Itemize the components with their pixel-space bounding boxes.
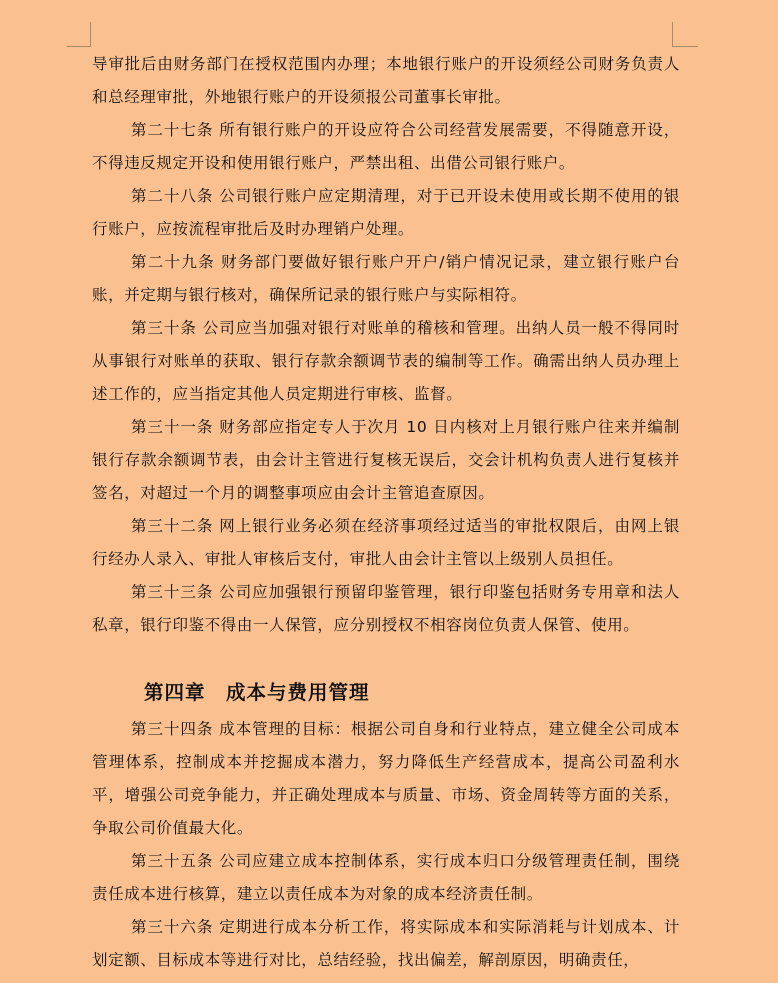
paragraph-article-31: 第三十一条 财务部应指定专人于次月 10 日内核对上月银行账户往来并编制银行存款余额调节表，由会计主管进行复核无误后，交会计机构负责人进行复核并签名，对超过一个月的调整事项应由会计主管追查原因。: [92, 418, 680, 502]
paragraph-article-36: 第三十六条 定期进行成本分析工作，将实际成本和实际消耗与计划成本、计划定额、目标成本等进行对比，总结经验，找出偏差，解剖原因，明确责任，: [92, 918, 680, 969]
paragraph-article-27: 第二十七条 所有银行账户的开设应符合公司经营发展需要，不得随意开设，不得违反规定开设和使用银行账户，严禁出租、出借公司银行账户。: [92, 121, 680, 172]
chapter-heading: 第四章 成本与费用管理: [144, 681, 370, 704]
paragraph-article-35: 第三十五条 公司应建立成本控制体系，实行成本归口分级管理责任制，围绕责任成本进行核算，建立以责任成本为对象的成本经济责任制。: [92, 852, 680, 903]
paragraph-continuation: 导审批后由财务部门在授权范围内办理；本地银行账户的开设须经公司财务负责人和总经理审批，外地银行账户的开设须报公司董事长审批。: [92, 55, 680, 106]
paragraph-article-29: 第二十九条 财务部门要做好银行账户开户/销户情况记录，建立银行账户台账，并定期与银行核对，确保所记录的银行账户与实际相符。: [92, 253, 680, 304]
top-right-crop-mark: [672, 22, 698, 47]
paragraph-article-32: 第三十二条 网上银行业务必须在经济事项经过适当的审批权限后，由网上银行经办人录入、审批人审核后支付，审批人由会计主管以上级别人员担任。: [92, 517, 680, 568]
top-left-crop-mark: [67, 22, 91, 47]
paragraph-article-30: 第三十条 公司应当加强对银行对账单的稽核和管理。出纳人员一般不得同时从事银行对账单的获取、银行存款余额调节表的编制等工作。确需出纳人员办理上述工作的，应当指定其他人员定期进行审核、监督。: [92, 319, 680, 403]
paragraph-article-33: 第三十三条 公司应加强银行预留印鉴管理，银行印鉴包括财务专用章和法人私章，银行印鉴不得由一人保管，应分别授权不相容岗位负责人保管、使用。: [92, 583, 680, 634]
paragraph-article-34: 第三十四条 成本管理的目标：根据公司自身和行业特点，建立健全公司成本管理体系，控制成本并挖掘成本潜力，努力降低生产经营成本，提高公司盈利水平，增强公司竞争能力，并正确处理成本与质量、市场、资金周转等方面的关系，争取公司价值最大化。: [92, 720, 680, 837]
document-body[interactable]: [92, 48, 680, 977]
paragraph-article-28: 第二十八条 公司银行账户应定期清理，对于已开设未使用或长期不使用的银行账户，应按流程审批后及时办理销户处理。: [92, 187, 680, 238]
